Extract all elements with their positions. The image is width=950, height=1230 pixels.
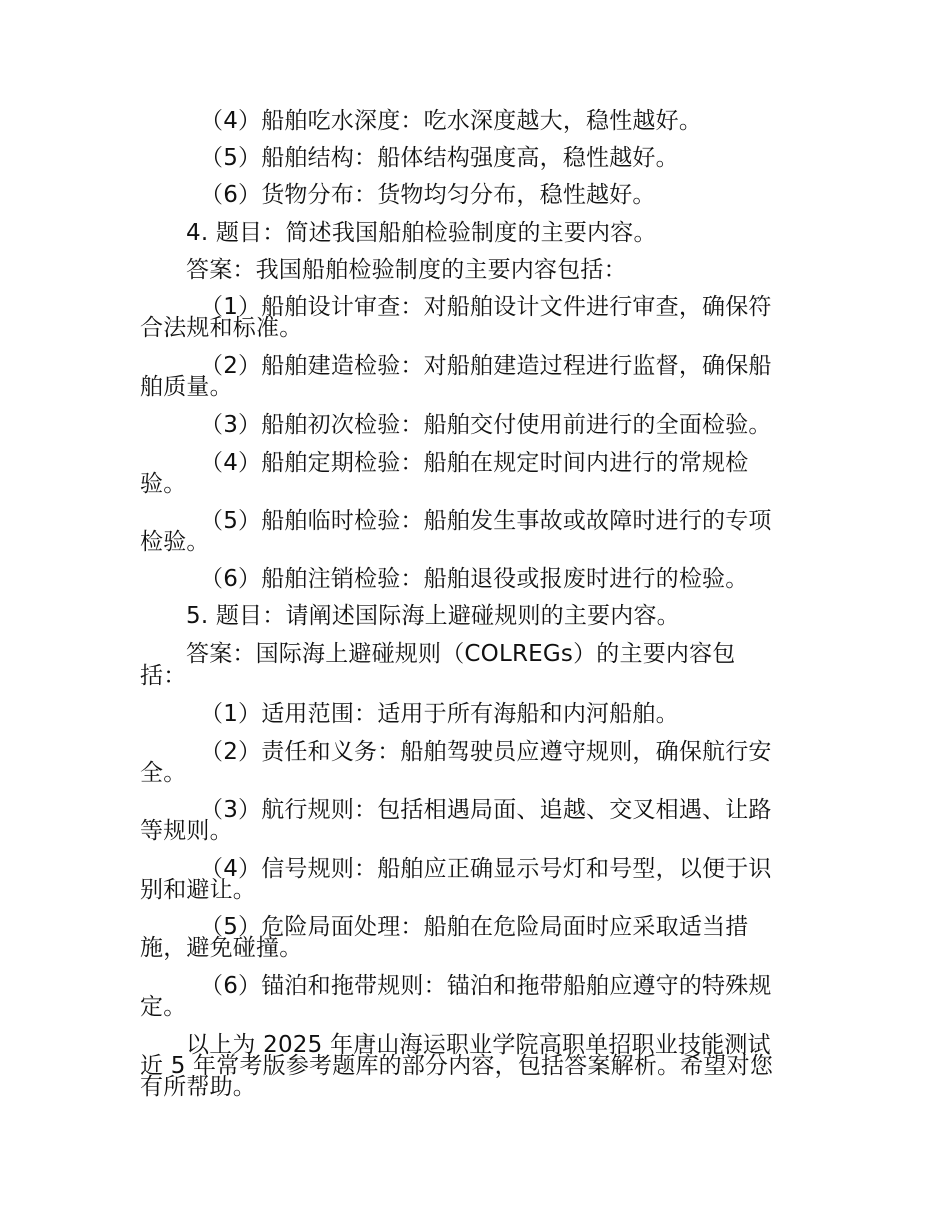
closing-paragraph: 以上为 2025 年唐山海运职业学院高职单招职业技能测试 [186, 1032, 771, 1058]
text-line-continuation: 定。 [140, 994, 187, 1020]
text-line: （6）锚泊和拖带规则：锚泊和拖带船舶应遵守的特殊规 [200, 973, 772, 999]
text-line: （4）船舶吃水深度：吃水深度越大，稳性越好。 [200, 108, 703, 134]
answer-intro: 答案：国际海上避碰规则（COLREGs）的主要内容包 [186, 641, 736, 667]
text-line: （4）信号规则：船舶应正确显示号灯和号型，以便于识 [200, 856, 772, 882]
text-line: （2）责任和义务：船舶驾驶员应遵守规则，确保航行安 [200, 739, 772, 765]
text-line: （4）船舶定期检验：船舶在规定时间内进行的常规检 [200, 450, 749, 476]
text-line-continuation: 舶质量。 [140, 374, 233, 400]
text-line: （5）危险局面处理：船舶在危险局面时应采取适当措 [200, 914, 749, 940]
text-line-continuation: 全。 [140, 760, 187, 786]
text-line: （1）适用范围：适用于所有海船和内河船舶。 [200, 701, 679, 727]
text-line: （5）船舶结构：船体结构强度高，稳性越好。 [200, 145, 679, 171]
text-line: （6）船舶注销检验：船舶退役或报废时进行的检验。 [200, 566, 749, 592]
question-heading: 4. 题目：简述我国船舶检验制度的主要内容。 [186, 220, 657, 246]
text-line-continuation: 别和避让。 [140, 877, 256, 903]
text-line: （5）船舶临时检验：船舶发生事故或故障时进行的专项 [200, 508, 772, 534]
text-line-continuation: 检验。 [140, 529, 210, 555]
answer-intro: 答案：我国船舶检验制度的主要内容包括： [186, 257, 627, 283]
text-line: （1）船舶设计审查：对船舶设计文件进行审查，确保符 [200, 294, 772, 320]
text-line: （6）货物分布：货物均匀分布，稳性越好。 [200, 182, 656, 208]
text-line-continuation: 等规则。 [140, 818, 233, 844]
text-line: （3）船舶初次检验：船舶交付使用前进行的全面检验。 [200, 412, 772, 438]
text-line-continuation: 施，避免碰撞。 [140, 935, 303, 961]
text-line-continuation: 近 5 年常考版参考题库的部分内容，包括答案解析。希望对您 [140, 1053, 774, 1079]
text-line-continuation: 括： [140, 663, 187, 689]
text-line: （3）航行规则：包括相遇局面、追越、交叉相遇、让路 [200, 797, 772, 823]
text-line-continuation: 有所帮助。 [140, 1074, 256, 1100]
question-heading: 5. 题目：请阐述国际海上避碰规则的主要内容。 [186, 603, 680, 629]
text-line-continuation: 合法规和标准。 [140, 315, 303, 341]
text-line-continuation: 验。 [140, 471, 187, 497]
text-line: （2）船舶建造检验：对船舶建造过程进行监督，确保船 [200, 353, 772, 379]
